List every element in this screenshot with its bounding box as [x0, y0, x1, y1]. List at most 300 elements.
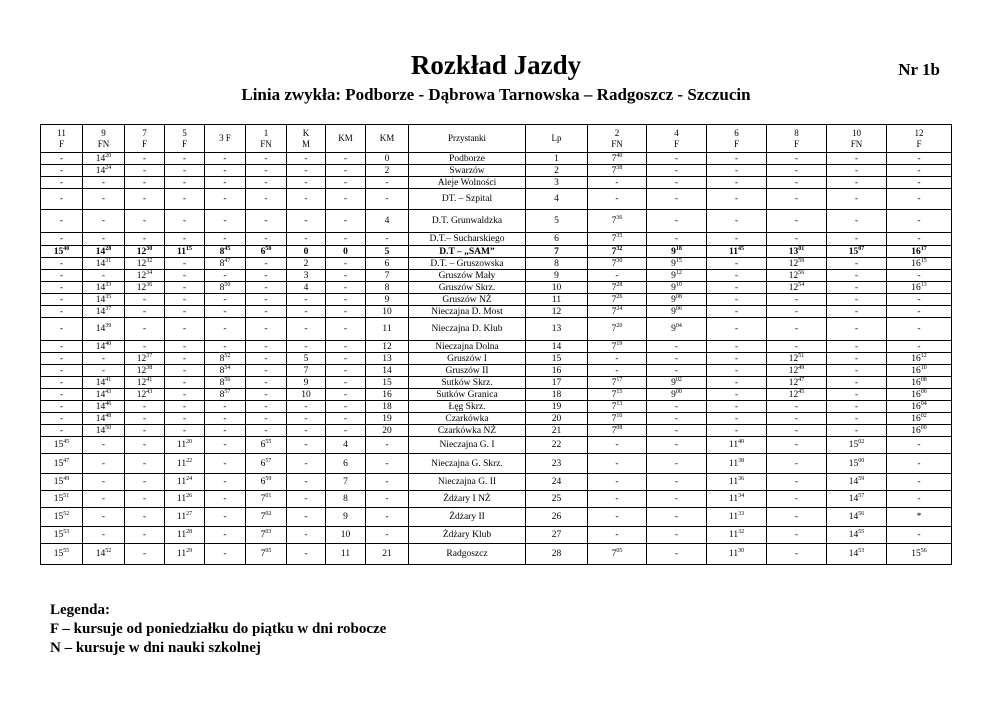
minutes: 55: [265, 439, 272, 445]
time-cell: -: [165, 153, 205, 165]
time-cell: $15^{07}$: [827, 246, 887, 258]
time-cell: $14^{48}$: [83, 413, 125, 425]
minutes: 32: [146, 257, 153, 264]
minutes: 52: [105, 548, 112, 554]
time-cell: -: [41, 341, 83, 353]
minutes: 13: [616, 400, 623, 407]
time-cell: -: [707, 365, 767, 377]
time-cell: $15^{55}$: [41, 544, 83, 565]
time-cell: $14^{46}$: [83, 401, 125, 413]
time-cell: -: [165, 318, 205, 341]
time-cell: -: [246, 353, 287, 365]
time-cell: -: [707, 270, 767, 282]
column-type: F: [793, 138, 799, 149]
time-cell: -: [887, 318, 952, 341]
time-cell: -: [165, 353, 205, 365]
column-number: 7: [142, 127, 147, 138]
time-cell: -: [827, 353, 887, 365]
time-cell: -: [647, 401, 707, 413]
minutes: 30: [738, 548, 745, 554]
stop-name: Gruszów Mały: [409, 270, 526, 282]
minutes: 00: [675, 388, 682, 395]
time-cell: -: [165, 165, 205, 177]
time-cell: -: [326, 341, 366, 353]
time-cell: -: [41, 318, 83, 341]
time-cell: -: [326, 425, 366, 437]
time-cell: -: [647, 437, 707, 454]
time-cell: -: [41, 258, 83, 270]
time-cell: -: [246, 365, 287, 377]
time-cell: -: [205, 153, 246, 165]
time-cell: -: [647, 454, 707, 474]
time-cell: -: [205, 508, 246, 527]
time-cell: $14^{41}$: [83, 377, 125, 389]
stop-name: D.T. – Gruszowska: [409, 258, 526, 270]
column-header: [887, 125, 952, 153]
minutes: 55: [63, 548, 70, 554]
stop-number: 7: [526, 246, 588, 258]
time-cell: -: [205, 437, 246, 454]
column-number: 11: [57, 127, 66, 138]
time-cell: -: [41, 189, 83, 210]
time-cell: $11^{15}$: [165, 246, 205, 258]
time-cell: $11^{30}$: [707, 544, 767, 565]
time-cell: -: [246, 189, 287, 210]
time-cell: -: [887, 454, 952, 474]
column-header: [526, 125, 588, 153]
minutes: 52: [224, 352, 231, 359]
table-row: [41, 294, 952, 306]
column-header: [707, 125, 767, 153]
time-cell: -: [246, 389, 287, 401]
time-cell: -: [41, 270, 83, 282]
time-cell: -: [707, 401, 767, 413]
time-cell: $14^{24}$: [83, 165, 125, 177]
minutes: 55: [858, 529, 865, 535]
time-cell: 16: [366, 389, 409, 401]
time-cell: -: [326, 165, 366, 177]
time-cell: $12^{47}$: [767, 377, 827, 389]
time-cell: -: [647, 233, 707, 246]
time-cell: $9^{10}$: [647, 282, 707, 294]
column-header: [366, 125, 409, 153]
time-cell: -: [287, 454, 326, 474]
column-header: [205, 125, 246, 153]
time-cell: $15^{56}$: [887, 544, 952, 565]
time-cell: -: [205, 318, 246, 341]
time-cell: $11^{32}$: [707, 527, 767, 544]
time-cell: $14^{31}$: [83, 258, 125, 270]
time-cell: -: [647, 527, 707, 544]
stop-number: 19: [526, 401, 588, 413]
column-number: 2: [614, 127, 620, 138]
minutes: 00: [858, 457, 865, 464]
time-cell: -: [205, 306, 246, 318]
time-cell: -: [287, 233, 326, 246]
time-cell: 14: [366, 365, 409, 377]
time-cell: $7^{10}$: [588, 413, 647, 425]
minutes: 54: [798, 281, 805, 288]
time-cell: -: [287, 544, 326, 565]
column-type: F: [673, 138, 679, 149]
time-cell: -: [326, 365, 366, 377]
stop-number: 5: [526, 210, 588, 233]
minutes: 15: [920, 257, 927, 264]
time-cell: -: [827, 365, 887, 377]
time-cell: 8: [366, 282, 409, 294]
time-cell: -: [125, 294, 165, 306]
time-cell: $15^{00}$: [827, 454, 887, 474]
time-cell: $15^{52}$: [41, 508, 83, 527]
stop-number: 4: [526, 189, 588, 210]
time-cell: -: [647, 177, 707, 189]
time-cell: -: [326, 413, 366, 425]
time-cell: 0: [326, 246, 366, 258]
table-row: [41, 210, 952, 233]
time-cell: -: [287, 437, 326, 454]
time-cell: -: [326, 401, 366, 413]
time-cell: -: [588, 365, 647, 377]
time-cell: $7^{20}$: [588, 318, 647, 341]
time-cell: $11^{45}$: [707, 246, 767, 258]
time-cell: -: [165, 341, 205, 353]
time-cell: 7: [366, 270, 409, 282]
time-cell: -: [125, 401, 165, 413]
time-cell: -: [827, 341, 887, 353]
time-cell: -: [588, 270, 647, 282]
time-cell: -: [887, 491, 952, 508]
minutes: 37: [105, 305, 112, 312]
time-cell: -: [887, 233, 952, 246]
stop-number: 26: [526, 508, 588, 527]
stop-number: 23: [526, 454, 588, 474]
time-cell: -: [246, 401, 287, 413]
time-cell: -: [287, 425, 326, 437]
minutes: 45: [737, 245, 744, 252]
minutes: 34: [738, 493, 745, 499]
time-cell: 3: [287, 270, 326, 282]
time-cell: $12^{41}$: [125, 377, 165, 389]
column-number: 6: [734, 127, 739, 138]
time-cell: -: [125, 454, 165, 474]
column-type: FN: [260, 138, 272, 149]
legend-title: Legenda:: [50, 602, 110, 618]
time-cell: -: [827, 294, 887, 306]
column-number: 8: [794, 127, 799, 138]
time-cell: -: [366, 527, 409, 544]
minutes: 53: [63, 529, 70, 535]
stop-number: 24: [526, 474, 588, 491]
minutes: 59: [798, 257, 805, 264]
stop-name: Nieczajna G. I: [409, 437, 526, 454]
column-type: M: [301, 138, 310, 149]
minutes: 02: [920, 412, 927, 419]
time-cell: -: [125, 165, 165, 177]
time-cell: -: [83, 454, 125, 474]
time-cell: $14^{55}$: [827, 527, 887, 544]
time-cell: -: [326, 294, 366, 306]
time-cell: -: [83, 189, 125, 210]
table-row: [41, 527, 952, 544]
time-cell: -: [205, 210, 246, 233]
minutes: 24: [616, 305, 623, 312]
time-cell: $15^{45}$: [41, 437, 83, 454]
time-cell: $8^{54}$: [205, 365, 246, 377]
time-cell: -: [165, 189, 205, 210]
stop-name: D.T.– Sucharskiego: [409, 233, 526, 246]
time-cell: $16^{17}$: [887, 246, 952, 258]
time-cell: -: [767, 527, 827, 544]
time-cell: 9: [366, 294, 409, 306]
time-cell: -: [767, 401, 827, 413]
time-cell: $11^{33}$: [707, 508, 767, 527]
time-cell: -: [326, 306, 366, 318]
time-cell: $6^{57}$: [246, 454, 287, 474]
minutes: 45: [224, 245, 231, 252]
time-cell: -: [83, 527, 125, 544]
stop-number: 12: [526, 306, 588, 318]
minutes: 46: [105, 400, 112, 407]
minutes: 36: [738, 476, 745, 482]
time-cell: -: [165, 233, 205, 246]
time-cell: -: [41, 413, 83, 425]
table-row: [41, 153, 952, 165]
time-cell: -: [326, 233, 366, 246]
table-row: [41, 389, 952, 401]
stop-name: Nieczajna Dolna: [409, 341, 526, 353]
minutes: 38: [616, 164, 623, 171]
time-cell: 2: [366, 165, 409, 177]
time-cell: -: [366, 437, 409, 454]
time-cell: $14^{40}$: [83, 341, 125, 353]
stop-name: Swarzów: [409, 165, 526, 177]
legend-line-f: F – kursuje od poniedziałku do piątku w dni robocze: [50, 621, 387, 637]
time-cell: $11^{24}$: [165, 474, 205, 491]
time-cell: $11^{36}$: [707, 474, 767, 491]
minutes: 17: [920, 245, 927, 252]
time-cell: -: [287, 189, 326, 210]
time-cell: -: [707, 210, 767, 233]
time-cell: -: [205, 233, 246, 246]
time-cell: -: [287, 491, 326, 508]
minutes: 28: [616, 281, 623, 288]
minutes: 59: [858, 476, 865, 482]
time-cell: -: [41, 365, 83, 377]
column-header: [41, 125, 83, 153]
minutes: 13: [920, 281, 927, 288]
time-cell: -: [887, 153, 952, 165]
time-cell: -: [326, 189, 366, 210]
time-cell: 6: [366, 258, 409, 270]
time-cell: $7^{35}$: [588, 233, 647, 246]
time-cell: $11^{27}$: [165, 508, 205, 527]
column-number: Lp: [551, 133, 562, 143]
table-row: [41, 401, 952, 413]
column-header: [827, 125, 887, 153]
time-cell: -: [707, 165, 767, 177]
stop-number: 16: [526, 365, 588, 377]
minutes: 50: [105, 424, 112, 431]
time-cell: -: [827, 425, 887, 437]
stop-name: Radgoszcz: [409, 544, 526, 565]
time-cell: $6^{59}$: [246, 474, 287, 491]
time-cell: -: [366, 233, 409, 246]
time-cell: -: [707, 341, 767, 353]
minutes: 37: [146, 352, 153, 359]
column-type: F: [58, 138, 64, 149]
stop-name: Sutków Granica: [409, 389, 526, 401]
column-type: F: [181, 138, 187, 149]
time-cell: -: [165, 401, 205, 413]
stop-name: Nieczajna D. Klub: [409, 318, 526, 341]
time-cell: -: [767, 341, 827, 353]
minutes: 53: [858, 548, 865, 554]
time-cell: -: [165, 258, 205, 270]
minutes: 47: [798, 376, 805, 383]
time-cell: $7^{32}$: [588, 246, 647, 258]
time-cell: $16^{15}$: [887, 258, 952, 270]
time-cell: -: [827, 165, 887, 177]
page-title: Rozkład Jazdy: [410, 50, 582, 80]
table-row: [41, 377, 952, 389]
time-cell: -: [588, 437, 647, 454]
time-cell: -: [205, 270, 246, 282]
time-cell: -: [125, 508, 165, 527]
time-cell: $13^{01}$: [767, 246, 827, 258]
time-cell: -: [125, 491, 165, 508]
time-cell: -: [83, 270, 125, 282]
time-cell: -: [366, 508, 409, 527]
time-cell: $14^{35}$: [83, 294, 125, 306]
time-cell: -: [205, 425, 246, 437]
time-cell: $11^{38}$: [707, 454, 767, 474]
time-cell: -: [205, 165, 246, 177]
time-cell: -: [287, 318, 326, 341]
time-cell: $11^{29}$: [165, 544, 205, 565]
time-cell: -: [767, 153, 827, 165]
time-cell: $6^{55}$: [246, 437, 287, 454]
stop-number: 13: [526, 318, 588, 341]
time-cell: -: [246, 270, 287, 282]
minutes: 31: [105, 257, 112, 264]
time-cell: -: [83, 365, 125, 377]
minutes: 38: [146, 364, 153, 371]
minutes: 01: [265, 493, 272, 499]
time-cell: -: [287, 177, 326, 189]
minutes: 50: [224, 281, 231, 288]
time-cell: $7^{38}$: [588, 165, 647, 177]
time-cell: -: [246, 377, 287, 389]
time-cell: -: [205, 413, 246, 425]
column-header: [588, 125, 647, 153]
time-cell: 10: [287, 389, 326, 401]
time-cell: $15^{40}$: [41, 246, 83, 258]
time-cell: -: [887, 294, 952, 306]
stop-number: 27: [526, 527, 588, 544]
table-row: [41, 413, 952, 425]
time-cell: $12^{56}$: [767, 270, 827, 282]
time-cell: -: [707, 377, 767, 389]
time-cell: -: [41, 233, 83, 246]
time-cell: -: [767, 233, 827, 246]
time-cell: -: [588, 474, 647, 491]
column-type: FN: [611, 138, 623, 149]
minutes: 41: [146, 376, 153, 383]
table-row: [41, 306, 952, 318]
time-cell: -: [827, 270, 887, 282]
minutes: 02: [858, 439, 865, 445]
time-cell: -: [767, 474, 827, 491]
time-cell: $6^{50}$: [246, 246, 287, 258]
time-cell: -: [588, 491, 647, 508]
time-cell: 4: [326, 437, 366, 454]
time-cell: 0: [366, 153, 409, 165]
stop-number: 20: [526, 413, 588, 425]
time-cell: -: [647, 189, 707, 210]
minutes: 05: [265, 548, 272, 554]
minutes: 29: [186, 548, 193, 554]
time-cell: -: [588, 508, 647, 527]
time-cell: 5: [366, 246, 409, 258]
column-number: 1: [263, 127, 269, 138]
time-cell: -: [887, 270, 952, 282]
time-cell: $7^{17}$: [588, 377, 647, 389]
time-cell: -: [767, 413, 827, 425]
minutes: 20: [186, 439, 193, 445]
time-cell: -: [83, 491, 125, 508]
stop-name: Łęg Skrz.: [409, 401, 526, 413]
time-cell: $12^{30}$: [125, 246, 165, 258]
time-cell: $12^{49}$: [767, 365, 827, 377]
time-cell: -: [887, 165, 952, 177]
time-cell: $15^{53}$: [41, 527, 83, 544]
time-cell: $8^{45}$: [205, 246, 246, 258]
stop-name: Nieczajna G. Skrz.: [409, 454, 526, 474]
column-number: 10: [852, 127, 861, 138]
time-cell: 21: [366, 544, 409, 565]
time-cell: -: [41, 165, 83, 177]
time-cell: $7^{30}$: [588, 258, 647, 270]
minutes: 38: [738, 457, 745, 464]
minutes: 56: [798, 269, 805, 276]
time-cell: -: [41, 353, 83, 365]
time-cell: -: [767, 491, 827, 508]
column-number: KM: [379, 133, 395, 143]
column-header: [409, 125, 526, 153]
time-cell: $9^{02}$: [647, 377, 707, 389]
time-cell: $11^{28}$: [165, 527, 205, 544]
time-cell: $14^{33}$: [83, 282, 125, 294]
minutes: 43: [146, 388, 153, 395]
minutes: 57: [858, 493, 865, 499]
time-cell: 20: [366, 425, 409, 437]
time-cell: -: [326, 258, 366, 270]
time-cell: -: [125, 153, 165, 165]
minutes: 54: [224, 364, 231, 371]
table-row: [41, 318, 952, 341]
time-cell: -: [647, 341, 707, 353]
time-cell: $8^{57}$: [205, 389, 246, 401]
column-number: KM: [338, 133, 353, 143]
time-cell: -: [205, 527, 246, 544]
minutes: 32: [616, 245, 623, 252]
time-cell: -: [125, 437, 165, 454]
table-row: [41, 177, 952, 189]
stop-number: 15: [526, 353, 588, 365]
minutes: 33: [738, 511, 745, 517]
time-cell: -: [287, 413, 326, 425]
time-cell: -: [165, 306, 205, 318]
